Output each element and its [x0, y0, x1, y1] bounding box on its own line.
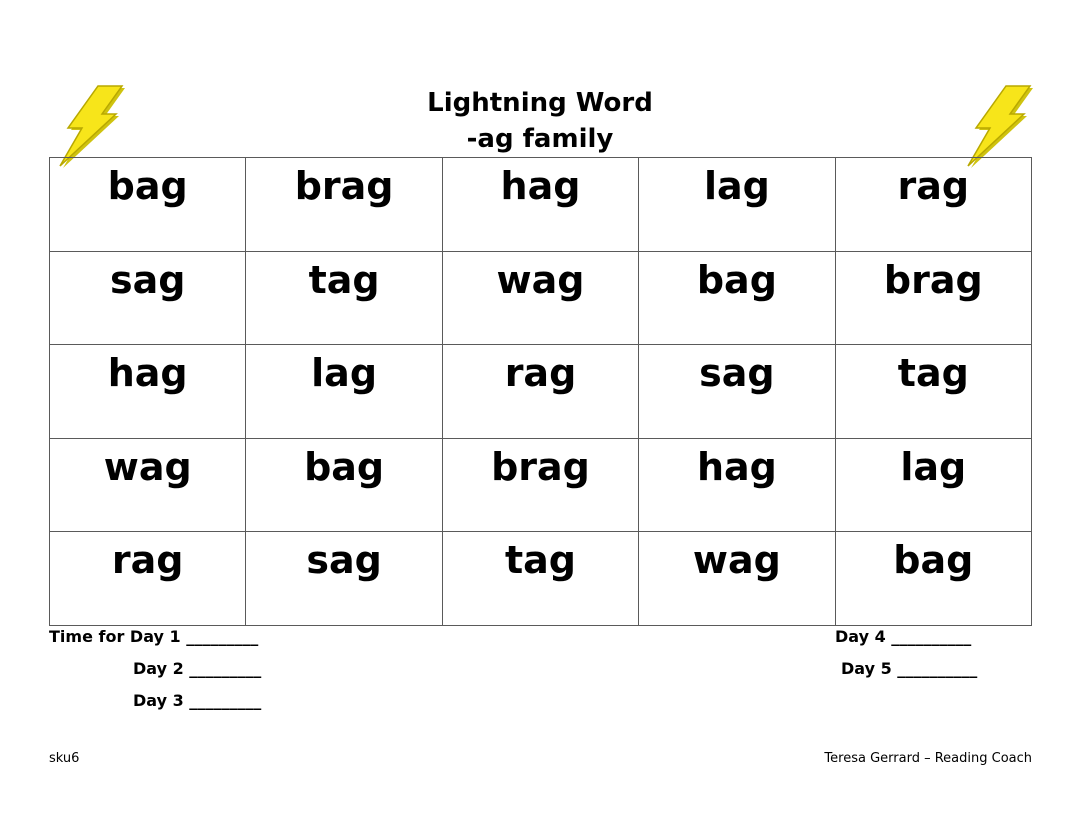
word-cell: wag	[639, 532, 835, 626]
word-cell: bag	[639, 252, 835, 346]
word-cell: sag	[639, 345, 835, 439]
page-title: Lightning Word	[427, 88, 653, 118]
word-cell: bag	[246, 439, 442, 533]
time-day-2: Day 2 _________	[133, 659, 262, 678]
word-cell: hag	[50, 345, 246, 439]
word-cell: lag	[836, 439, 1032, 533]
word-cell: sag	[50, 252, 246, 346]
word-cell: rag	[836, 158, 1032, 252]
footer-sku: sku6	[49, 751, 80, 766]
word-cell: bag	[836, 532, 1032, 626]
word-cell: hag	[639, 439, 835, 533]
word-cell: brag	[836, 252, 1032, 346]
time-day-1: Time for Day 1 _________	[49, 627, 259, 646]
word-cell: lag	[246, 345, 442, 439]
word-cell: tag	[836, 345, 1032, 439]
page-subtitle: -ag family	[466, 124, 614, 154]
word-cell: brag	[443, 439, 639, 533]
word-grid	[49, 157, 1032, 626]
word-cell: rag	[443, 345, 639, 439]
word-cell: brag	[246, 158, 442, 252]
word-cell: bag	[50, 158, 246, 252]
time-day-4: Day 4 __________	[835, 627, 972, 646]
word-cell: tag	[246, 252, 442, 346]
word-cell: wag	[50, 439, 246, 533]
time-day-5: Day 5 __________	[841, 659, 978, 678]
word-cell: sag	[246, 532, 442, 626]
word-cell: rag	[50, 532, 246, 626]
time-day-3: Day 3 _________	[133, 691, 262, 710]
word-cell: lag	[639, 158, 835, 252]
footer-author: Teresa Gerrard – Reading Coach	[824, 751, 1032, 766]
word-cell: tag	[443, 532, 639, 626]
word-cell: wag	[443, 252, 639, 346]
word-cell: hag	[443, 158, 639, 252]
